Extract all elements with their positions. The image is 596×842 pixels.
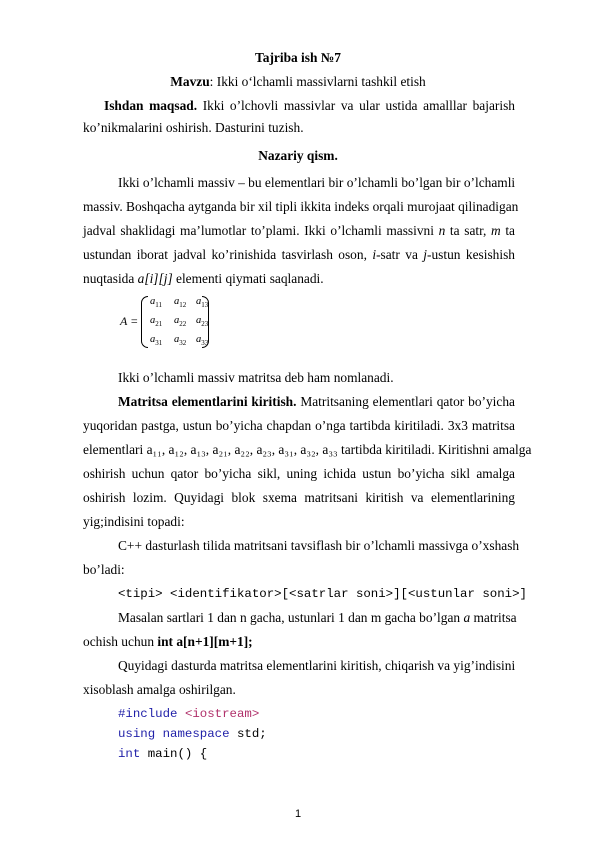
matrix-cell: $a_{11}$ (150, 296, 162, 310)
theory-text: ta satr, (445, 223, 492, 238)
element-notation: a[i][j] (137, 271, 173, 286)
topic-line (0, 74, 596, 90)
code-main (118, 746, 207, 762)
topic-label: Mavzu (170, 74, 210, 89)
theory-text: nuqtasida (83, 271, 138, 286)
example-text: ochish uchun (83, 634, 158, 649)
input-line-2: yuqoridan pastga, ustun bo’yicha chapdan o’nga tartibda kiritiladi. 3x3 matritsa (83, 418, 515, 433)
matrix-cell: $a_{13}$ (196, 296, 209, 310)
example-text: Masalan sartlari 1 dan n gacha, ustunlari 1 dan m gacha bo’lgan (118, 610, 464, 625)
goal-label: Ishdan maqsad. (104, 98, 198, 113)
document-title: Tajriba ish №7 (255, 50, 341, 65)
page-number: 1 (294, 808, 302, 820)
code-keyword: namespace (162, 727, 230, 741)
matrix-formula (118, 292, 228, 352)
matrix-cell: $a_{33}$ (196, 334, 209, 348)
theory-line-2: massiv. Boshqacha aytganda bir xil tipli ikkita indeks orqali murojaat qilinadigan (83, 199, 519, 214)
input-line-3: elementlari a₁₁, a₁₂, a₁₃, a₂₁, a₂₂, a₂₃, a₃₁, a₃₂, a₃₃ tartibda kiritiladi. Kiritishni amalga (83, 442, 532, 457)
code-keyword: using (118, 727, 156, 741)
matrix-cell: $a_{32}$ (174, 334, 187, 348)
matrix-cell: $a_{21}$ (150, 315, 163, 329)
symbol-m: m (491, 223, 501, 238)
matrix-cell: $a_{23}$ (196, 315, 209, 329)
syntax-line: <tipi> <identifikator>[<satrlar soni>][<ustunlar soni>] (118, 587, 527, 601)
symbol-n: n (438, 223, 446, 238)
code-keyword: int (118, 747, 141, 761)
left-parenthesis (141, 296, 148, 348)
theory-text: elementi qiymati saqlanadi. (172, 271, 324, 286)
example-declaration: int a[n+1][m+1]; (157, 634, 253, 649)
matrix-cell: $a_{12}$ (174, 296, 187, 310)
matrix-cell: $a_{22}$ (174, 315, 187, 329)
program-line-1: Quyidagi dasturda matritsa elementlarini kiritish, chiqarish va yig’indisini (118, 658, 516, 673)
input-text: Matritsaning elementlari qator bo’yicha (296, 394, 515, 409)
example-line-1 (118, 610, 515, 626)
theory-line-4 (83, 247, 515, 263)
example-line-2 (83, 634, 253, 650)
symbol-a: a (463, 610, 471, 625)
theory-line-5 (83, 271, 324, 287)
code-text: std; (236, 727, 267, 741)
theory-line-3 (83, 223, 515, 239)
matrix-note: Ikki o’lchamli massiv matritsa deb ham nomlanadi. (118, 370, 394, 385)
matrix-lhs: A = (120, 314, 139, 328)
theory-text: ta (500, 223, 515, 238)
cpp-line-2: bo’ladi: (83, 562, 125, 577)
cpp-line-1: C++ dasturlash tilida matritsani tavsiflash bir o’lchamli massivga o’xshash (118, 538, 520, 553)
goal-text: Ikki o’lchovli massivlar va ular ustida amalllar bajarish (197, 98, 516, 113)
theory-line-1: Ikki o’lchamli massiv – bu elementlari bir o’lchamli bo’lgan bir o’lchamli (118, 175, 516, 190)
theory-text: jadval shaklidagi ma’lumotlar to’plami. Ikki o’lchamli massivni (83, 223, 439, 238)
input-line-4: oshirish uchun qator bo’yicha sikl, uning ichida ustun bo’yicha sikl amalga (83, 466, 515, 481)
example-text: matritsa (470, 610, 517, 625)
theory-text: ustundan iborat jadval ko’rinishida tasvirlash oson, (83, 247, 373, 262)
theory-text: -ustun kesishish (427, 247, 515, 262)
input-line-6: yig;indisini topadi: (83, 514, 185, 529)
goal-line-1 (104, 98, 515, 114)
program-line-2: xisoblash amalga oshirilgan. (83, 682, 236, 697)
symbol-i: i (372, 247, 377, 262)
code-using (118, 726, 267, 742)
code-keyword: #include (118, 707, 178, 721)
input-label: Matritsa elementlarini kiritish. (118, 394, 297, 409)
code-include (118, 706, 259, 722)
symbol-j: j (423, 247, 428, 262)
input-line-1 (118, 394, 515, 410)
goal-line-2: ko’nikmalarini oshirish. Dasturini tuzish. (83, 120, 304, 135)
section-heading: Nazariy qism. (258, 148, 338, 163)
theory-text: -satr va (376, 247, 424, 262)
topic-text: : Ikki o‘lchamli massivlarni tashkil etish (209, 74, 426, 89)
input-line-5: oshirish lozim. Quyidagi blok sxema matritsani kiritish va elementlarining (83, 490, 515, 505)
matrix-cell: $a_{31}$ (150, 334, 163, 348)
code-text: main() { (147, 747, 208, 761)
code-library: <iostream> (184, 707, 260, 721)
